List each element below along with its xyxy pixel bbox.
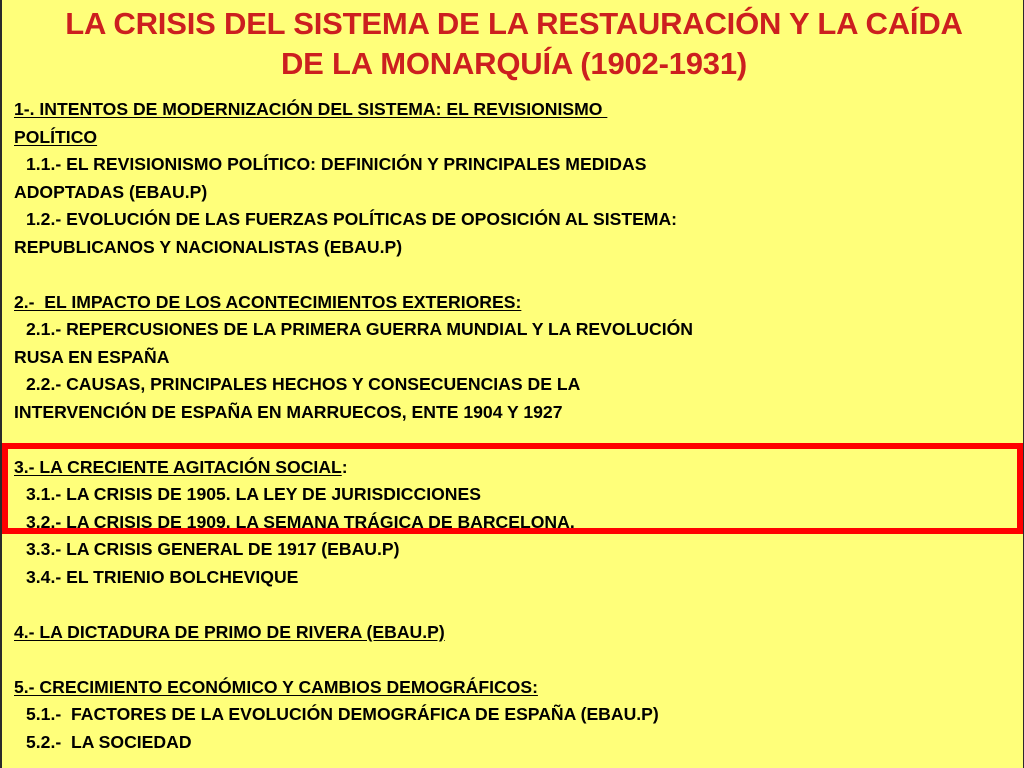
- item-2-1-cont: RUSA EN ESPAÑA: [14, 346, 170, 367]
- item-3-3: 3.3.- LA CRISIS GENERAL DE 1917 (EBAU.P): [26, 539, 400, 559]
- item-3-1: 3.1.- LA CRISIS DE 1905. LA LEY DE JURISDICCIONES: [26, 484, 481, 504]
- item-2-2-cont: INTERVENCIÓN DE ESPAÑA EN MARRUECOS, ENTE 1904 Y 1927: [14, 401, 563, 422]
- section-3-heading-line: [14, 454, 1014, 482]
- outline: [14, 96, 1014, 756]
- item-5-1: 5.1.- FACTORES DE LA EVOLUCIÓN DEMOGRÁFICA DE ESPAÑA (EBAU.P): [26, 704, 659, 724]
- section-3-heading: 3.- LA CRECIENTE AGITACIÓN SOCIAL: [14, 456, 342, 477]
- spacer: [14, 426, 1014, 454]
- item-1-1-cont: ADOPTADAS (EBAU.P): [14, 181, 208, 202]
- spacer: [14, 646, 1014, 674]
- section-3-heading-colon: :: [341, 456, 348, 477]
- title-line-1: LA CRISIS DEL SISTEMA DE LA RESTAURACIÓN Y LA CAÍDA: [65, 6, 963, 41]
- spacer: [14, 261, 1014, 289]
- item-3-4: 3.4.- EL TRIENIO BOLCHEVIQUE: [26, 566, 299, 587]
- section-5-heading: 5.- CRECIMIENTO ECONÓMICO Y CAMBIOS DEMOGRÁFICOS:: [14, 676, 538, 697]
- section-2-heading: 2.- EL IMPACTO DE LOS ACONTECIMIENTOS EXTERIORES:: [14, 291, 522, 312]
- item-2-2: 2.2.- CAUSAS, PRINCIPALES HECHOS Y CONSECUENCIAS DE LA: [26, 374, 581, 394]
- item-5-2: 5.2.- LA SOCIEDAD: [26, 731, 192, 752]
- section-4-heading: 4.- LA DICTADURA DE PRIMO DE RIVERA (EBAU.P): [14, 621, 445, 642]
- slide-title: [8, 4, 1020, 84]
- item-1-2: 1.2.- EVOLUCIÓN DE LAS FUERZAS POLÍTICAS DE OPOSICIÓN AL SISTEMA:: [26, 209, 678, 229]
- spacer: [14, 591, 1014, 619]
- item-3-2: 3.2.- LA CRISIS DE 1909. LA SEMANA TRÁGICA DE BARCELONA.: [26, 511, 575, 532]
- item-1-2-cont: REPUBLICANOS Y NACIONALISTAS (EBAU.P): [14, 236, 403, 257]
- item-2-1: 2.1.- REPERCUSIONES DE LA PRIMERA GUERRA MUNDIAL Y LA REVOLUCIÓN: [26, 319, 694, 339]
- item-1-1: 1.1.- EL REVISIONISMO POLÍTICO: DEFINICIÓN Y PRINCIPALES MEDIDAS: [26, 154, 647, 174]
- section-1-heading: 1-. INTENTOS DE MODERNIZACIÓN DEL SISTEMA: EL REVISIONISMO: [14, 99, 608, 119]
- title-line-2: DE LA MONARQUÍA (1902-1931): [280, 46, 748, 81]
- section-1-heading-cont: POLÍTICO: [14, 126, 98, 147]
